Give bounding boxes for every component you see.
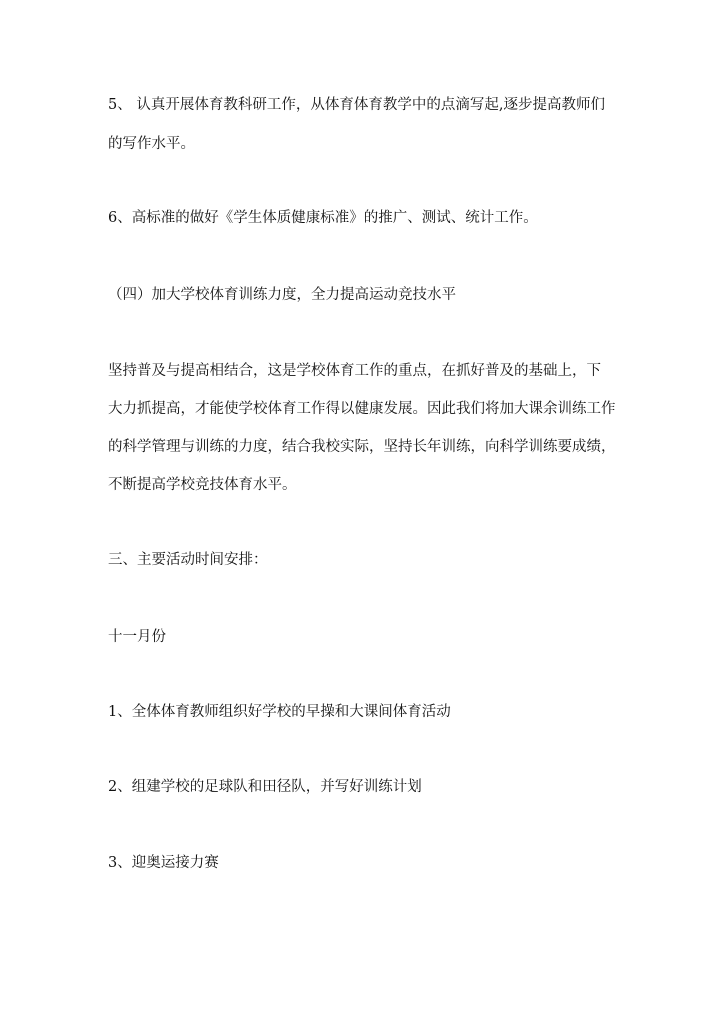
paragraph-item-5-line-1: 5、 认真开展体育教科研工作，从体育体育教学中的点滴写起,逐步提高教师们 — [108, 97, 605, 113]
paragraph-item-5-line-2: 的写作水平。 — [108, 136, 195, 152]
activity-item-1: 1、全体体育教师组织好学校的早操和大课间体育活动 — [108, 704, 451, 720]
month-heading: 十一月份 — [108, 629, 166, 645]
body-paragraph-line-3: 的科学管理与训练的力度，结合我校实际，坚持长年训练，向科学训练要成绩， — [108, 439, 616, 455]
activity-item-2: 2、组建学校的足球队和田径队，并写好训练计划 — [108, 779, 422, 795]
paragraph-item-6: 6、高标准的做好《学生体质健康标准》的推广、测试、统计工作。 — [108, 210, 538, 226]
body-paragraph-line-2: 大力抓提高，才能使学校体育工作得以健康发展。因此我们将加大课余训练工作 — [108, 401, 616, 417]
body-paragraph-line-1: 坚持普及与提高相结合，这是学校体育工作的重点，在抓好普及的基础上，下 — [108, 363, 601, 379]
body-paragraph-line-4: 不断提高学校竞技体育水平。 — [108, 477, 297, 493]
section-heading-3: 三、主要活动时间安排： — [108, 552, 268, 568]
activity-item-3: 3、迎奥运接力赛 — [108, 855, 219, 871]
section-heading-4: （四）加大学校体育训练力度，全力提高运动竞技水平 — [108, 287, 456, 303]
